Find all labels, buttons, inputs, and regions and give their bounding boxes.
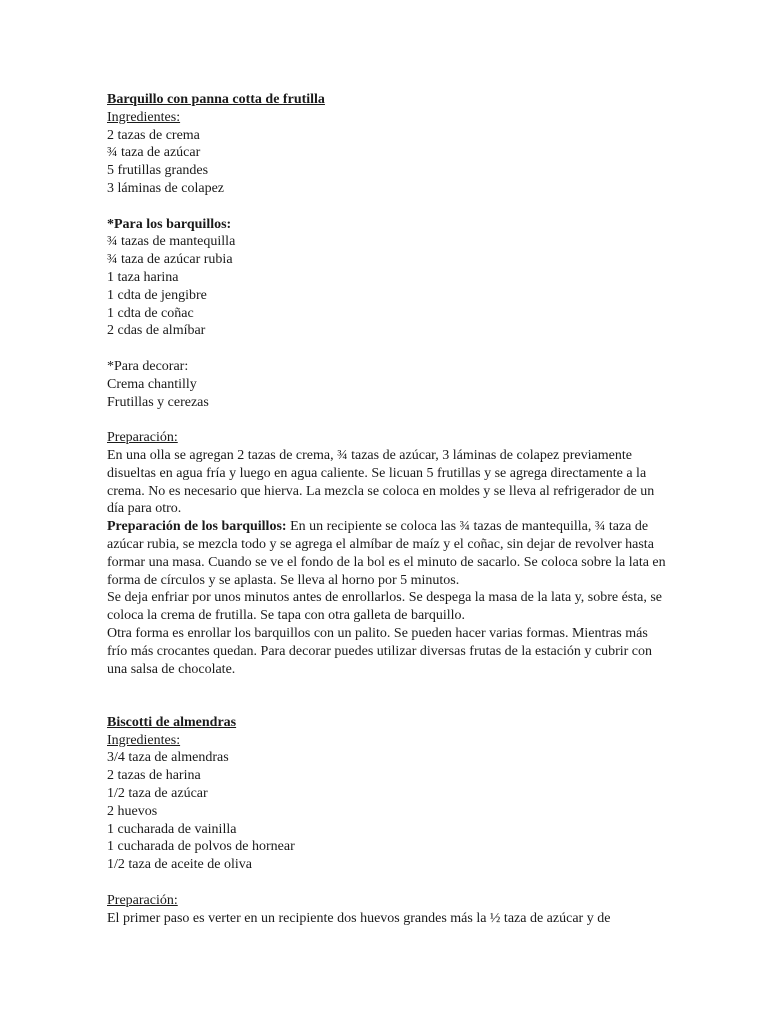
blank-line [107, 874, 667, 892]
ingredient-item: 3 láminas de colapez [107, 180, 225, 196]
ingredient-item: 1 cdta de coñac [107, 305, 194, 321]
ingredient-item: ¾ tazas de mantequilla [107, 234, 236, 250]
decorar-item: Crema chantilly [107, 376, 197, 392]
preparation-paragraph: En una olla se agregan 2 tazas de crema, ¾ tazas de azúcar, 3 láminas de colapez previamente disueltas en agua fría y luego en agua caliente. Se licuan 5 frutillas y se agrega directamente a la crema. No es necesario que hierva. La mezcla se coloca en moldes y se lleva al refrigerador de un día para otro. [107, 447, 655, 517]
blank-line [107, 198, 667, 216]
barquillos-heading: *Para los barquillos: [107, 216, 232, 232]
barquillos-prep-text: En un recipiente se coloca las ¾ tazas de mantequilla, ¾ taza de azúcar rubia, se mezcla todo y se agrega el almíbar de maíz y el coñac, sin dejar de revolver hasta formar una masa. Cuando se ve el fondo de la bol es el minuto de sacarlo. Se coloca sobre la lata en forma de círculos y se aplasta. Se lleva al horno por 5 minutos. [107, 519, 666, 588]
cooling-paragraph: Se deja enfriar por unos minutos antes de enrollarlos. Se despega la masa de la lata y, sobre ésta, se coloca la crema de frutilla. Se tapa con otra galleta de barquillo. [107, 590, 663, 624]
ingredient-item: 2 tazas de crema [107, 127, 200, 143]
recipe-title: Barquillo con panna cotta de frutilla [107, 92, 325, 107]
ingredient-item: 1 taza harina [107, 269, 179, 285]
ingredient-item: 3/4 taza de almendras [107, 750, 229, 766]
alternative-paragraph: Otra forma es enrollar los barquillos con un palito. Se pueden hacer varias formas. Mientras más frío más crocantes quedan. Para decorar puedes utilizar diversas frutas de la estación y cubrir con una salsa de chocolate. [107, 625, 652, 677]
ingredient-item: 5 frutillas grandes [107, 163, 209, 179]
ingredients-heading: Ingredientes: [107, 109, 181, 125]
ingredient-item: 1 cdta de jengibre [107, 287, 207, 303]
barquillos-preparation-paragraph [107, 518, 667, 589]
decorar-heading: *Para decorar: [107, 358, 189, 374]
ingredient-item: 1 cucharada de vainilla [107, 821, 237, 837]
ingredient-item: 2 cdas de almíbar [107, 323, 206, 339]
blank-line [107, 340, 667, 358]
ingredient-item: 2 tazas de harina [107, 768, 201, 784]
preparation-paragraph: El primer paso es verter en un recipiente dos huevos grandes más la ½ taza de azúcar y de [107, 910, 611, 926]
blank-line [107, 411, 667, 429]
ingredient-item: ¾ taza de azúcar [107, 145, 201, 161]
preparation-heading: Preparación: [107, 892, 178, 908]
document-page [107, 91, 667, 927]
preparation-heading: Preparación: [107, 430, 178, 446]
ingredient-item: ¾ taza de azúcar rubia [107, 252, 233, 268]
barquillos-prep-label: Preparación de los barquillos: [107, 519, 287, 535]
ingredient-item: 1 cucharada de polvos de hornear [107, 839, 295, 855]
decorar-item: Frutillas y cerezas [107, 394, 209, 410]
ingredients-heading: Ingredientes: [107, 732, 181, 748]
ingredient-item: 1/2 taza de azúcar [107, 786, 208, 802]
blank-line [107, 678, 667, 714]
ingredient-item: 1/2 taza de aceite de oliva [107, 857, 252, 873]
ingredient-item: 2 huevos [107, 803, 158, 819]
recipe-title: Biscotti de almendras [107, 714, 237, 730]
